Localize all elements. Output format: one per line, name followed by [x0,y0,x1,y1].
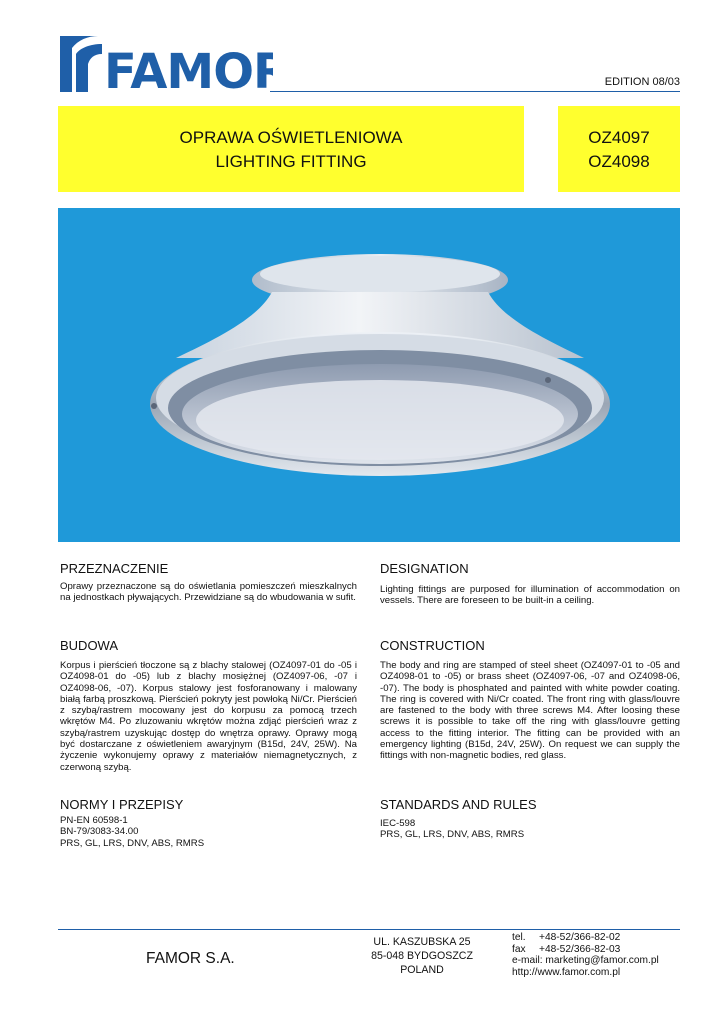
company-address [356,935,488,977]
text-designation: Lighting fittings are purposed for illumination of accommodation on vessels. There are foreseen to be built-in a ceiling. [380,584,680,607]
contact-list [512,932,659,978]
title-english: LIGHTING FITTING [215,152,367,171]
contact-website[interactable]: http://www.famor.com.pl [512,966,621,978]
list-normy [60,815,204,849]
heading-standards: STANDARDS AND RULES [380,797,537,812]
logo-wordmark: FAMOR [104,44,273,96]
text-construction: The body and ring are stamped of steel sheet (OZ4097-01 to -05 and OZ4098-01 to -05) or brass sheet (OZ4097-06, -07 and OZ4098-06, -07). The body is phosphated and painted with white powder coating. The ring is covered with Ni/Cr coated. The front ring with glass/louvre are fastened to the body with three screws M4. After loosing these screws it is possible to take off the ring with glass/louvre getting access to the fitting interior. The fitting can be provided with an emergency lighting (B15d, 24V, 25W). On request we can supply the fittings with non-magnetic bodies, red glass. [380,660,680,762]
list-standards [380,818,524,841]
text-budowa: Korpus i pierścień tłoczone są z blachy stalowej (OZ4097-01 do -05 i OZ4098-01 do -05) lub z blachy mosiężnej (OZ4097-06, -07 i OZ4098-06, -07). Korpus stalowy jest fosforanowany i malowany białą farbą proszkową. Pierścień pokryty jest powłoką Ni/Cr. Pierścień z szybą/rastrem mocowany jest do korpusu za pomocą trzech wkrętów M4. Po zluzowaniu wkrętów można zdjąć pierścień wraz z szybą/rastrem uzyskując dostęp do wnętrza oprawy. Oprawy mogą być dostarczane z oświetleniem awaryjnym (B15d, 24V, 25W). Na życzenie wykonujemy oprawy z materiałów niemagnetycznych, z czerwoną szybą. [60,660,357,773]
contact-tel: tel. +48-52/366-82-02 [512,932,621,943]
product-code-panel [558,106,680,192]
standards-item: IEC-598 [380,818,416,829]
edition-label: EDITION 08/03 [604,76,680,88]
title-polish: OPRAWA OŚWIETLENIOWA [179,128,403,147]
address-line: UL. KASZUBSKA 25 [373,936,471,948]
normy-item: PN-EN 60598-1 [60,815,128,826]
footer-rule [58,929,680,930]
product-photo [58,208,680,542]
heading-przeznaczenie: PRZEZNACZENIE [60,561,169,576]
product-code-2: OZ4098 [588,152,650,171]
text-przeznaczenie: Oprawy przeznaczone są do oświetlania pomieszczeń mieszkalnych na jednostkach pływających. Przewidziane są do wbudowania w sufit. [60,581,357,604]
title-panel [58,106,524,192]
heading-designation: DESIGNATION [380,561,469,576]
famor-logo [58,30,273,96]
address-line: POLAND [400,964,444,976]
heading-construction: CONSTRUCTION [380,638,485,653]
heading-budowa: BUDOWA [60,638,119,653]
normy-item: BN-79/3083-34.00 [60,826,139,838]
company-name: FAMOR S.A. [146,950,235,967]
address-line: 85-048 BYDGOSZCZ [371,950,473,962]
header-rule [270,91,680,92]
contact-fax: fax +48-52/366-82-03 [512,943,621,955]
standards-item: PRS, GL, LRS, DNV, ABS, RMRS [380,829,525,841]
normy-item: PRS, GL, LRS, DNV, ABS, RMRS [60,837,205,849]
heading-normy: NORMY I PRZEPISY [60,797,184,812]
product-code-1: OZ4097 [588,128,650,147]
contact-email[interactable]: e-mail: marketing@famor.com.pl [512,955,659,967]
